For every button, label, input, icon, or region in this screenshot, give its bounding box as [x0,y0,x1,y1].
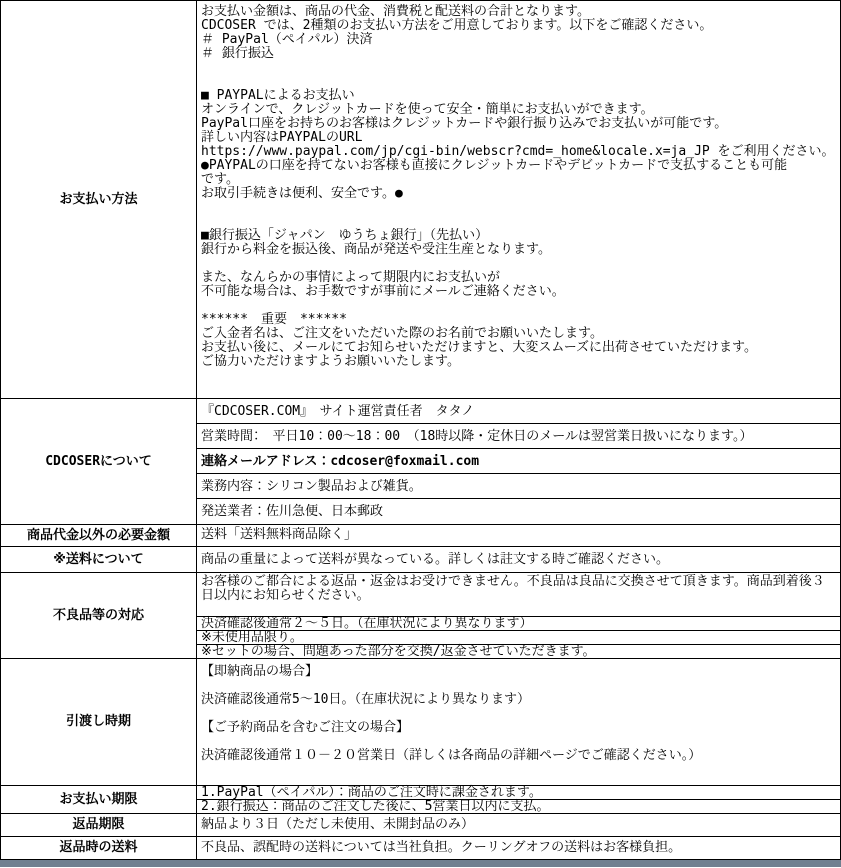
text-line: ●PAYPALの口座を持てないお客様も直接にクレジットカードやデビットカードで支払することも可能 [201,158,788,173]
payment-method-text [197,1,840,398]
text-line: 【即納商品の場合】 [201,664,319,679]
text-line: 不可能な場合は、お手数ですが事前にメールご連絡ください。 [201,284,565,299]
row-return-shipping [1,837,840,860]
text-line: 詳しい内容はPAYPALのURL [201,130,363,145]
text-line: ご協力いただけますようお願いいたします。 [201,354,460,369]
text-line [201,707,836,721]
text-line: 【ご予約商品を含むご注文の場合】 [201,720,410,735]
text-line: https://www.paypal.com/jp/cgi-bin/webscr?cmd=_home&locale.x=ja_JP をご利用ください。 [201,144,835,159]
about-shipping-carriers: 発送業者：佐川急便、日本郵政 [201,504,384,519]
extra-fees-text: 送料「送料無料商品除く」 [201,527,358,542]
text-line: PayPal口座をお持ちのお客様はクレジットカードや銀行振り込みでお支払いが可能です。 [201,116,728,131]
text-line: 決済確認後通常5～10日。（在庫状況により異なります） [201,692,530,707]
page-footer-bar [0,860,841,867]
about-business-content: 業務内容：シリコン製品および雑貨。 [197,474,840,499]
row-label-delivery-time: 引渡し時期 [1,659,197,785]
text-line [201,299,836,313]
text-line: 決済確認後通常１０－２０営業日（詳しくは各商品の詳細ページでご確認ください。） [201,748,702,763]
text-line [201,215,836,229]
row-delivery-time [1,659,840,786]
about-contact-email: 連絡メールアドレス：cdcoser@foxmail.com [197,449,840,474]
text-line: ****** 重要 ****** [201,312,347,327]
text-line [201,201,836,215]
row-shipping-note [1,547,840,573]
text-line: ＃ PayPal（ペイパル）決済 [201,32,373,47]
row-defective-items [1,573,840,659]
defective-exchange-days: 決済確認後通常２～５日。（在庫状況により異なります） [197,617,840,631]
text-line: オンラインで、クレジットカードを使って安全・簡単にお支払いができます。 [201,102,654,117]
text-line: CDCOSER では、2種類のお支払い方法をご用意しております。以下をご確認ください。 [201,18,713,33]
text-line: ■ PAYPALによるお支払い [201,88,355,103]
about-site-operator: 『CDCOSER.COM』 サイト運営責任者 タタノ [197,399,840,424]
row-label-payment-deadline: お支払い期限 [1,786,197,813]
row-label-defective-items: 不良品等の対応 [1,573,197,658]
text-line: お支払い後に、メールにてお知らせいただけますと、大変スムーズに出荷させていただけます。 [201,340,758,355]
row-label-return-shipping: 返品時の送料 [1,837,197,859]
about-business-hours: 営業時間： 平日10：00～18：00 （18時以降・定休日のメールは翌営業日扱いになります。） [197,424,840,449]
about-cdcoser-cells [197,399,840,524]
row-label-payment-method: お支払い方法 [1,1,197,398]
text-line [201,679,836,693]
text-line [201,75,836,89]
defective-items-cells [197,573,840,658]
text-line [201,257,836,271]
row-label-return-deadline: 返品期限 [1,814,197,836]
row-about-cdcoser [1,399,840,525]
row-payment-deadline [1,786,840,814]
text-line [201,61,836,75]
payment-deadline-bank: 2.銀行振込：商品のご注文した後に、5営業日以内に支払。 [201,799,550,814]
shipping-note-text: 商品の重量によって送料が異なっている。詳しくは註文する時ご確認ください。 [201,552,670,567]
row-return-deadline [1,814,840,837]
row-label-extra-fees: 商品代金以外の必要金額 [1,525,197,546]
text-line: また、なんらかの事情によって期限内にお支払いが [201,270,501,285]
text-line: お支払い金額は、商品の代金、消費税と配送料の合計となります。 [201,4,590,19]
row-label-about-cdcoser: CDCOSERについて [1,399,197,524]
text-line: ■銀行振込「ジャパン ゆうちょ銀行」（先払い） [201,228,489,243]
row-payment-method [1,1,840,399]
payment-deadline-paypal: 1.PayPal（ペイパル）：商品のご注文時に課金されます。 [197,786,840,800]
defective-unused-note: ※未使用品限り。 [197,631,840,645]
return-deadline-text: 納品より３日（ただし未使用、未開封品のみ） [201,817,475,832]
text-line: ＃ 銀行振込 [201,46,274,61]
text-line: です。 [201,172,239,187]
defective-set-note: ※セットの場合、問題あった部分を交換/返金させていただきます。 [201,644,596,659]
delivery-time-text [197,659,840,785]
return-shipping-text: 不良品、誤配時の送料については当社負担。クーリングオフの送料はお客様負担。 [201,840,682,855]
text-line: ご入金者名は、ご注文をいただいた際のお名前でお願いいたします。 [201,326,603,341]
text-line: お取引手続きは便利、安全です。● [201,186,403,201]
row-extra-fees [1,525,840,547]
text-line [201,735,836,749]
defective-policy-text: お客様のご都合による返品・返金はお受けできません。不良品は良品に交換させて頂きます。商品到着後３日以内にお知らせください。 [197,573,840,617]
text-line: 銀行から料金を振込後、商品が発送や受注生産となります。 [201,242,551,257]
row-label-shipping-note: ※送料について [1,547,197,572]
payment-deadline-cells [197,786,840,813]
